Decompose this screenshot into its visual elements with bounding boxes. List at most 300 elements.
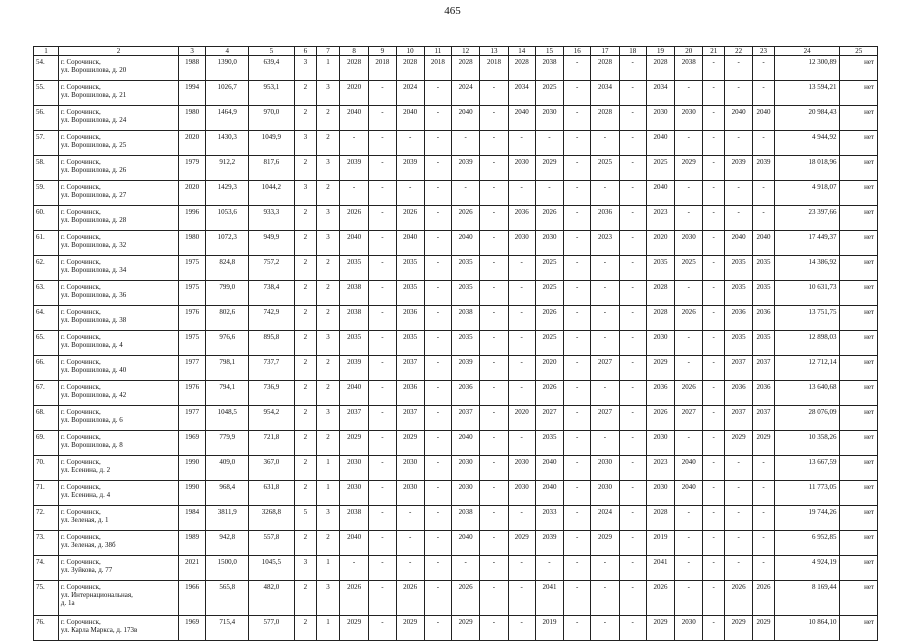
cell-c10: 2037 [396,356,424,381]
cell-c20: 2030 [675,106,703,131]
cell-c16: - [564,281,591,306]
cell-c23: 2035 [753,331,775,356]
cell-c9: - [369,156,396,181]
cell-c19: 2020 [646,231,674,256]
cell-c18: - [619,406,646,431]
cell-c4: 824,8 [206,256,249,281]
flag-cell: нет [840,231,878,256]
cell-c13: - [480,456,508,481]
table-row [34,131,878,156]
cell-c15: 2040 [535,481,563,506]
cell-c11: - [424,356,451,381]
cell-c7: 1 [317,556,340,581]
address-line: г. Сорочинск, [60,408,101,416]
address-cell [58,231,178,256]
flag-cell: нет [840,281,878,306]
cell-c9: - [369,106,396,131]
cell-c16: - [564,431,591,456]
cell-c22: 2039 [724,156,752,181]
cost-cell: 12 712,14 [774,356,840,381]
cell-c22: - [724,506,752,531]
cell-c17: 2023 [591,231,619,256]
cell-c21: - [703,206,725,231]
cell-c3: 1977 [179,356,206,381]
cost-cell: 28 076,09 [774,406,840,431]
cell-c23: 2040 [753,106,775,131]
cell-c11: - [424,381,451,406]
cell-c9: - [369,406,396,431]
table-row [34,356,878,381]
page-number: 465 [444,5,461,17]
column-number-7: 7 [317,47,340,56]
cell-c7: 1 [317,456,340,481]
cost-cell: 4 944,92 [774,131,840,156]
cell-c3: 1984 [179,506,206,531]
cell-c4: 798,1 [206,356,249,381]
address-line: г. Сорочинск, [60,333,101,341]
cell-c19: 2028 [646,506,674,531]
cell-c21: - [703,616,725,641]
cell-c21: - [703,381,725,406]
cell-c21: - [703,331,725,356]
cell-c23: - [753,181,775,206]
cell-c9: - [369,231,396,256]
cell-c12: - [452,181,480,206]
cell-c18: - [619,481,646,506]
cell-c18: - [619,206,646,231]
cell-c9: - [369,131,396,156]
cell-c6: 2 [294,106,317,131]
cell-c16: - [564,206,591,231]
cost-cell: 10 864,10 [774,616,840,641]
address-line: г. Сорочинск, [60,283,101,291]
flag-cell: нет [840,431,878,456]
row-number: 59. [34,181,59,206]
cell-c6: 2 [294,381,317,406]
address-cell [58,556,178,581]
cell-c9: - [369,331,396,356]
flag-cell: нет [840,456,878,481]
cell-c8: 2038 [339,306,368,331]
cell-c12: 2040 [452,531,480,556]
column-number-11: 11 [424,47,451,56]
cell-c3: 1990 [179,456,206,481]
column-number-24: 24 [774,47,840,56]
cell-c5: 817,6 [249,156,294,181]
cell-c8: 2035 [339,331,368,356]
cell-c16: - [564,356,591,381]
address-line: ул. Есенина, д. 2 [60,466,111,474]
cell-c11: - [424,456,451,481]
cell-c21: - [703,281,725,306]
cell-c14: - [508,581,535,616]
cell-c5: 949,9 [249,231,294,256]
cell-c8: 2035 [339,256,368,281]
address-line: ул. Зеленая, д. 38б [60,541,116,549]
flag-cell: нет [840,131,878,156]
cell-c19: 2026 [646,406,674,431]
cell-c14: 2030 [508,481,535,506]
cell-c14: - [508,256,535,281]
address-cell [58,506,178,531]
row-number: 56. [34,106,59,131]
cell-c7: 2 [317,381,340,406]
cell-c14: 2030 [508,156,535,181]
cell-c10: - [396,531,424,556]
cell-c10: 2039 [396,156,424,181]
cell-c16: - [564,81,591,106]
cell-c11: - [424,581,451,616]
cell-c7: 2 [317,281,340,306]
cell-c18: - [619,431,646,456]
flag-cell: нет [840,206,878,231]
cell-c6: 2 [294,156,317,181]
cell-c6: 2 [294,331,317,356]
cell-c10: 2035 [396,331,424,356]
cell-c21: - [703,456,725,481]
address-line: ул. Ворошилова, д. 27 [60,191,127,199]
cell-c18: - [619,56,646,81]
cell-c10: - [396,556,424,581]
cell-c17: 2034 [591,81,619,106]
flag-cell: нет [840,531,878,556]
cost-cell: 12 898,03 [774,331,840,356]
cell-c3: 1990 [179,481,206,506]
row-number: 58. [34,156,59,181]
column-number-5: 5 [249,47,294,56]
table-row [34,406,878,431]
cell-c3: 1989 [179,531,206,556]
cell-c22: - [724,131,752,156]
cell-c11: - [424,331,451,356]
cell-c11: - [424,206,451,231]
cell-c6: 2 [294,356,317,381]
cell-c8: 2029 [339,431,368,456]
cell-c18: - [619,131,646,156]
cost-cell: 13 667,59 [774,456,840,481]
cost-cell: 4 924,19 [774,556,840,581]
cell-c17: 2036 [591,206,619,231]
row-number: 62. [34,256,59,281]
address-line: г. Сорочинск, [60,83,101,91]
row-number: 65. [34,331,59,356]
cell-c17: 2030 [591,456,619,481]
cell-c12: 2040 [452,431,480,456]
cell-c16: - [564,231,591,256]
cell-c19: 2028 [646,306,674,331]
cell-c16: - [564,306,591,331]
cell-c4: 1048,5 [206,406,249,431]
cell-c22: - [724,181,752,206]
address-line: г. Сорочинск, [60,458,101,466]
cell-c14: 2036 [508,206,535,231]
cell-c11: - [424,506,451,531]
cell-c12: 2026 [452,581,480,616]
flag-cell: нет [840,581,878,616]
cell-c16: - [564,531,591,556]
cell-c10: 2029 [396,616,424,641]
cell-c17: 2027 [591,406,619,431]
address-line: г. Сорочинск, [60,258,101,266]
cell-c23: - [753,456,775,481]
cell-c7: 3 [317,231,340,256]
cell-c16: - [564,331,591,356]
cell-c18: - [619,281,646,306]
cell-c13: - [480,281,508,306]
cell-c11: - [424,431,451,456]
cell-c14: - [508,556,535,581]
cell-c23: - [753,556,775,581]
cell-c12: 2038 [452,506,480,531]
cell-c23: - [753,81,775,106]
column-number-1: 1 [34,47,59,56]
cell-c15: 2020 [535,356,563,381]
cell-c18: - [619,581,646,616]
cell-c4: 3811,9 [206,506,249,531]
cell-c4: 409,0 [206,456,249,481]
table-row [34,181,878,206]
column-number-20: 20 [675,47,703,56]
cell-c20: - [675,81,703,106]
cell-c11: - [424,406,451,431]
cell-c19: 2034 [646,81,674,106]
cell-c8: 2039 [339,156,368,181]
table-row [34,331,878,356]
cell-c15: 2033 [535,506,563,531]
cell-c23: - [753,56,775,81]
cell-c17: - [591,581,619,616]
cell-c13: - [480,256,508,281]
column-number-15: 15 [535,47,563,56]
column-number-9: 9 [369,47,396,56]
cell-c21: - [703,56,725,81]
cell-c20: - [675,506,703,531]
row-number: 57. [34,131,59,156]
cell-c10: 2024 [396,81,424,106]
cost-cell: 18 018,96 [774,156,840,181]
flag-cell: нет [840,381,878,406]
address-line: г. Сорочинск, [60,358,101,366]
cell-c7: 2 [317,256,340,281]
cell-c8: 2020 [339,81,368,106]
cell-c14: - [508,506,535,531]
cell-c9: - [369,181,396,206]
row-number: 61. [34,231,59,256]
cell-c3: 1969 [179,616,206,641]
address-line: г. Сорочинск, [60,533,101,541]
flag-cell: нет [840,56,878,81]
cell-c13: - [480,356,508,381]
cell-c13: - [480,306,508,331]
cell-c19: 2026 [646,581,674,616]
cell-c5: 736,9 [249,381,294,406]
cell-c22: - [724,206,752,231]
cell-c17: 2030 [591,481,619,506]
address-cell [58,456,178,481]
row-number: 75. [34,581,59,616]
cell-c3: 1980 [179,231,206,256]
cell-c23: 2029 [753,616,775,641]
address-line: г. Сорочинск, [60,233,101,241]
cell-c4: 799,0 [206,281,249,306]
cell-c20: 2027 [675,406,703,431]
cell-c3: 1980 [179,106,206,131]
cell-c16: - [564,406,591,431]
cell-c9: - [369,481,396,506]
cell-c18: - [619,156,646,181]
cell-c8: 2040 [339,106,368,131]
cell-c17: - [591,281,619,306]
cell-c8: 2028 [339,56,368,81]
cell-c9: - [369,381,396,406]
cell-c13: - [480,481,508,506]
address-line: г. Сорочинск, [60,108,101,116]
cell-c11: - [424,306,451,331]
address-line: ул. Ворошилова, д. 4 [60,341,123,349]
cell-c18: - [619,306,646,331]
cell-c21: - [703,131,725,156]
cell-c19: 2028 [646,56,674,81]
row-number: 54. [34,56,59,81]
cell-c21: - [703,231,725,256]
cell-c19: 2030 [646,431,674,456]
cell-c7: 3 [317,206,340,231]
flag-cell: нет [840,481,878,506]
table-row [34,231,878,256]
address-line: ул. Интернациональная, [60,591,133,599]
cell-c16: - [564,181,591,206]
column-number-4: 4 [206,47,249,56]
cell-c4: 1464,9 [206,106,249,131]
cell-c3: 1966 [179,581,206,616]
cell-c22: 2029 [724,431,752,456]
address-line: ул. Ворошилова, д. 6 [60,416,123,424]
table-row [34,206,878,231]
cell-c5: 482,0 [249,581,294,616]
table-row [34,431,878,456]
row-number: 72. [34,506,59,531]
address-cell [58,306,178,331]
address-line: ул. Ворошилова, д. 24 [60,116,127,124]
address-line: ул. Ворошилова, д. 20 [60,66,127,74]
cell-c4: 1053,6 [206,206,249,231]
cell-c14: 2028 [508,56,535,81]
cell-c19: 2036 [646,381,674,406]
cell-c5: 639,4 [249,56,294,81]
cell-c22: - [724,56,752,81]
cell-c21: - [703,531,725,556]
column-number-21: 21 [703,47,725,56]
cell-c11: - [424,256,451,281]
cell-c22: 2040 [724,106,752,131]
cell-c7: 3 [317,156,340,181]
cell-c5: 954,2 [249,406,294,431]
cell-c20: - [675,181,703,206]
table-row [34,616,878,641]
cell-c13: - [480,581,508,616]
cell-c20: - [675,356,703,381]
cell-c6: 2 [294,281,317,306]
cell-c7: 2 [317,181,340,206]
table-row [34,106,878,131]
row-number: 76. [34,616,59,641]
column-number-row [34,47,878,56]
cell-c16: - [564,616,591,641]
cell-c10: 2036 [396,306,424,331]
cell-c8: 2038 [339,506,368,531]
cell-c19: 2019 [646,531,674,556]
cell-c23: 2037 [753,406,775,431]
cost-cell: 13 751,75 [774,306,840,331]
cell-c4: 968,4 [206,481,249,506]
cell-c11: - [424,616,451,641]
cell-c6: 2 [294,431,317,456]
cell-c18: - [619,531,646,556]
cell-c7: 2 [317,306,340,331]
cell-c12: 2030 [452,481,480,506]
cell-c19: 2040 [646,181,674,206]
table-row [34,281,878,306]
address-cell [58,581,178,616]
cell-c14: - [508,306,535,331]
cell-c19: 2040 [646,131,674,156]
cell-c14: 2034 [508,81,535,106]
cell-c21: - [703,556,725,581]
cell-c19: 2030 [646,481,674,506]
cell-c13: - [480,181,508,206]
cell-c14: - [508,431,535,456]
cell-c15: 2025 [535,81,563,106]
cell-c4: 1026,7 [206,81,249,106]
cell-c20: - [675,431,703,456]
cost-cell: 23 397,66 [774,206,840,231]
address-line: ул. Карла Маркса, д. 173в [60,626,138,634]
table-row [34,156,878,181]
cell-c22: 2037 [724,356,752,381]
address-line: ул. Ворошилова, д. 21 [60,91,127,99]
cell-c15: 2026 [535,306,563,331]
address-line: ул. Ворошилова, д. 25 [60,141,127,149]
cell-c21: - [703,406,725,431]
cell-c20: 2038 [675,56,703,81]
cost-cell: 13 640,68 [774,381,840,406]
cell-c3: 2021 [179,556,206,581]
column-number-8: 8 [339,47,368,56]
cell-c23: 2029 [753,431,775,456]
cell-c22: 2035 [724,331,752,356]
cell-c20: 2026 [675,306,703,331]
cell-c20: 2040 [675,456,703,481]
cell-c16: - [564,131,591,156]
cell-c18: - [619,181,646,206]
cell-c11: - [424,556,451,581]
cell-c13: - [480,556,508,581]
cell-c17: 2028 [591,106,619,131]
address-line: г. Сорочинск, [60,158,101,166]
cell-c20: - [675,581,703,616]
cell-c12: 2035 [452,256,480,281]
table-row [34,56,878,81]
cell-c9: - [369,281,396,306]
cell-c7: 2 [317,431,340,456]
row-number: 63. [34,281,59,306]
row-number: 64. [34,306,59,331]
column-number-25: 25 [840,47,878,56]
cell-c10: 2040 [396,231,424,256]
cell-c22: 2037 [724,406,752,431]
cell-c4: 802,6 [206,306,249,331]
cell-c12: 2040 [452,231,480,256]
